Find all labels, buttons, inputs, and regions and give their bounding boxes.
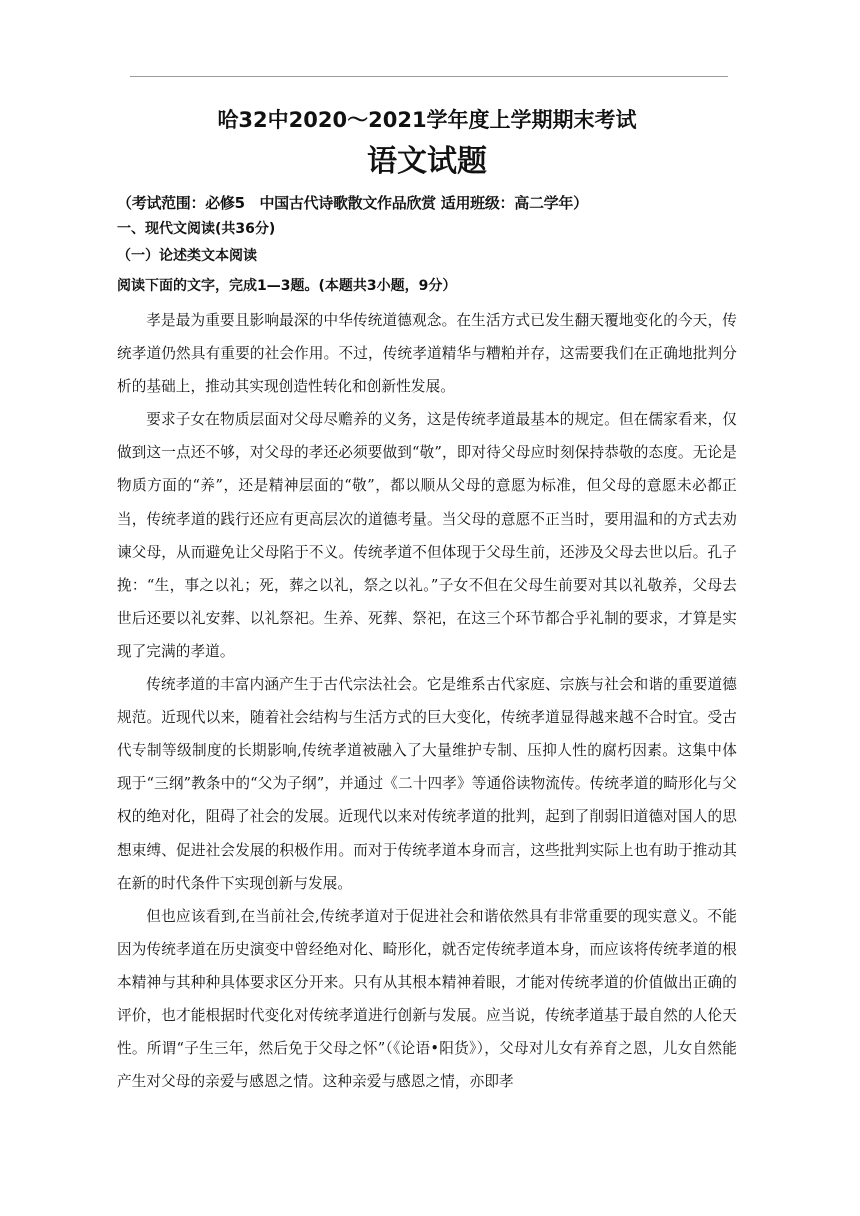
- exam-scope: （考试范围：必修5 中国古代诗歌散文作品欣赏 适用班级：高二学年）: [117, 194, 588, 212]
- passage-paragraph: 但也应该看到,在当前社会,传统孝道对于促进社会和谐依然具有非常重要的现实意义。不能因为传统孝道在历史演变中曾经绝对化、畸形化，就否定传统孝道本身，而应该将传统孝道的根本精神与其种种具体要求区分开来。只有从其根本精神着眼，才能对传统孝道的价值做出正确的评价，也才能根据时代变化对传统孝道进行创新与发展。应当说，传统孝道基于最自然的人伦天性。所谓“子生三年，然后免于父母之怀”（《论语•阳货》），父母对儿女有养育之恩，儿女自然能产生对父母的亲爱与感恩之情。这种亲爱与感恩之情，亦即孝: [117, 907, 737, 1091]
- passage: [117, 304, 737, 1098]
- page-content: [117, 100, 737, 1098]
- section-heading: 一、现代文阅读(共36分): [117, 221, 276, 237]
- reading-instruction: 阅读下面的文字，完成1—3题。(本题共3小题，9分）: [117, 278, 457, 294]
- passage-paragraph: 要求子女在物质层面对父母尽赡养的义务，这是传统孝道最基本的规定。但在儒家看来，仅做到这一点还不够，对父母的孝还必须要做到“敬”，即对待父母应时刻保持恭敬的态度。无论是物质方面的“养”，还是精神层面的“敬”，都以顺从父母的意愿为标准，但父母的意愿未必都正当，传统孝道的践行还应有更高层次的道德考量。当父母的意愿不正当时，要用温和的方式去劝谏父母，从而避免让父母陷于不义。传统孝道不但体现于父母生前，还涉及父母去世以后。孔子挽：“生，事之以礼；死，葬之以礼，祭之以礼。”子女不但在父母生前要对其以礼敬养，父母去世后还要以礼安葬、以礼祭祀。生养、死葬、祭祀，在这三个环节都合乎礼制的要求，才算是实现了完满的孝道。: [117, 411, 737, 660]
- passage-paragraph: 传统孝道的丰富内涵产生于古代宗法社会。它是维系古代家庭、宗族与社会和谐的重要道德规范。近现代以来，随着社会结构与生活方式的巨大变化，传统孝道显得越来越不合时宜。受古代专制等级制度的长期影响,传统孝道被融入了大量维护专制、压抑人性的腐朽因素。这集中体现于“三纲”教条中的“父为子纲”，并通过《二十四孝》等通俗读物流传。传统孝道的畸形化与父权的绝对化，阻碍了社会的发展。近现代以来对传统孝道的批判，起到了削弱旧道德对国人的思想束缚、促进社会发展的积极作用。而对于传统孝道本身而言，这些批判实际上也有助于推动其在新的时代条件下实现创新与发展。: [117, 676, 737, 892]
- passage-paragraph: 孝是最为重要且影响最深的中华传统道德观念。在生活方式已发生翻天覆地变化的今天，传统孝道仍然具有重要的社会作用。不过，传统孝道精华与糟粕并存，这需要我们在正确地批判分析的基础上，推动其实现创造性转化和创新性发展。: [117, 312, 737, 396]
- header-rule: [130, 76, 728, 77]
- subject-title: 语文试题: [367, 144, 487, 179]
- subsection-heading: （一）论述类文本阅读: [117, 248, 257, 264]
- exam-title: 哈32中2020～2021学年度上学期期末考试: [217, 108, 637, 132]
